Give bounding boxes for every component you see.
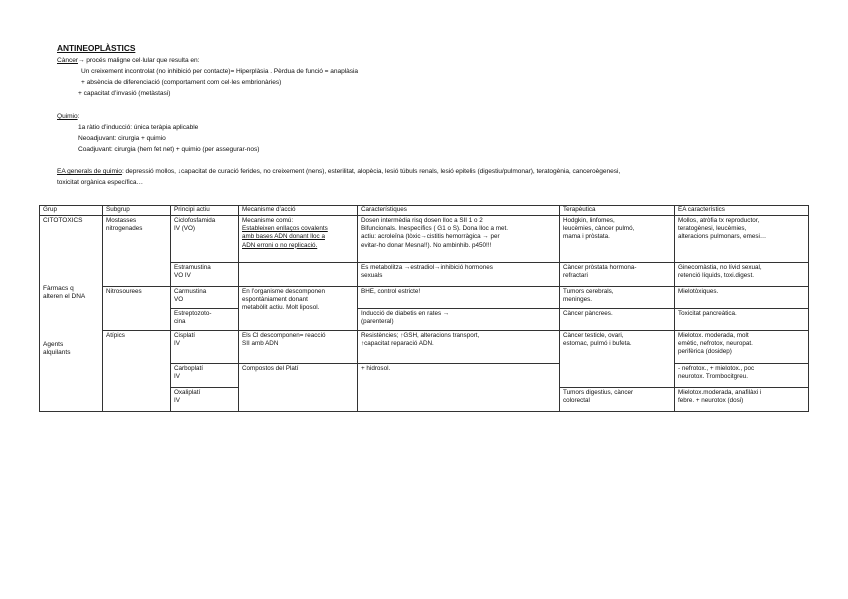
text-line: emètic, nefrotox, neuropat. <box>678 340 753 348</box>
cell-ea <box>675 309 809 331</box>
ea-generals-line-1 <box>57 168 620 176</box>
text-line: Ginecomàstia, no lívid sexual, <box>678 264 762 271</box>
quimio-colon: : <box>77 113 80 120</box>
text-line: Ciclofosfamida <box>174 217 216 224</box>
text-line: Càncer testicle, ovari, <box>563 332 624 339</box>
text-line: Cisplatí <box>174 332 195 339</box>
cell-mecanisme <box>239 287 358 331</box>
header-subgrup: Subgrup <box>103 206 171 216</box>
table-row <box>40 331 809 364</box>
cell-caracteristiques <box>358 287 560 309</box>
subgroup-mostasses-1: Mostasses <box>106 217 137 224</box>
cell-ea <box>675 364 809 388</box>
text-line: colorectal <box>563 397 590 405</box>
cell-mecanisme <box>239 263 358 287</box>
text-line: Carboplatí <box>174 365 204 372</box>
text-line: Oxaliplatí <box>174 389 201 396</box>
text-line: Estramustina <box>174 264 211 271</box>
group-label-farmacs-1: Fàrmacs q <box>43 285 74 292</box>
text-line: ↑capacitat reparació ADN. <box>361 340 434 348</box>
text-line: IV (VO) <box>174 225 195 233</box>
group-label-farmacs-2: alteren el DNA <box>43 293 86 301</box>
text-line: IV <box>174 397 180 405</box>
cancer-line-3: + capacitat d’invasió (metàstasi) <box>78 90 171 97</box>
text-line: Inducció de diabetis en rates → <box>361 310 450 317</box>
quimio-line-3: Coadjuvant: cirurgia (hem fet net) + quimio (per assegurar-nos) <box>78 146 260 153</box>
text-line: perifèrica (dosidep) <box>678 348 732 356</box>
text-line: teratogènesi, leucèmies, <box>678 225 747 233</box>
text-line: En l’organisme descomponen <box>242 288 325 295</box>
text-line: (parenteral) <box>361 318 394 326</box>
text-line: Mielotòxiques. <box>678 288 719 295</box>
text-line: + hidrosol. <box>361 365 391 372</box>
ea-generals-line-2: toxicitat orgànica específica… <box>57 179 144 186</box>
cell-terapeutica <box>560 309 675 331</box>
cell-caracteristiques <box>358 331 560 364</box>
cell-principi <box>171 216 239 263</box>
text-line: amb bases ADN donant lloc a <box>242 233 325 241</box>
text-line: Carmustina <box>174 288 207 295</box>
page-title: ANTINEOPLÀSTICS <box>57 43 136 53</box>
cell-caracteristiques <box>358 216 560 263</box>
text-line: meninges. <box>563 296 593 304</box>
ea-generals-term: EA generals de quimio <box>57 168 122 175</box>
cell-principi <box>171 309 239 331</box>
text-line: Mecanisme comú: <box>242 217 294 224</box>
text-line: - nefrotox., + mielotox., poc <box>678 365 755 372</box>
text-line: Mollos, atròfia tx reproductor, <box>678 217 760 224</box>
text-line: Mielotox. moderada, molt <box>678 332 749 339</box>
cell-terapeutica <box>560 388 675 412</box>
cell-principi <box>171 388 239 412</box>
text-line: VO <box>174 296 184 304</box>
drug-table <box>39 205 809 412</box>
header-principi: Principi actiu <box>171 206 239 216</box>
cell-ea <box>675 287 809 309</box>
text-line: evitar-ho donar Mesna!!). No ambinhib. p450!!! <box>361 241 492 249</box>
text-line: Bifuncionals. Inespecífics ( G1 o S). Dona lloc a met. <box>361 225 508 233</box>
quimio-line-1: 1a ràtio d’inducció: única teràpia aplicable <box>78 124 199 131</box>
header-grup: Grup <box>40 206 103 216</box>
text-line: SII amb ADN <box>242 340 279 348</box>
text-line: retenció líquids, toxi.digest. <box>678 272 754 280</box>
text-line: BHE, control estricte! <box>361 288 421 295</box>
text-line: espontàniament donant <box>242 296 308 304</box>
text-line: Dosen intermèdia risq dosen lloc a SII 1 o 2 <box>361 217 483 224</box>
cell-terapeutica <box>560 287 675 309</box>
cell-terapeutica <box>560 216 675 263</box>
text-line: Tumors digestius, càncer <box>563 389 634 396</box>
cell-terapeutica <box>560 263 675 287</box>
cell-caracteristiques <box>358 364 560 412</box>
cell-ea <box>675 216 809 263</box>
cell-ea <box>675 263 809 287</box>
cancer-term: Càncer <box>57 57 78 64</box>
text-line: IV <box>174 373 180 381</box>
text-line: Mielotox.moderada, anafilàxi i <box>678 389 762 396</box>
group-cell <box>40 216 103 412</box>
text-line: febre. + neurotox (dosi) <box>678 397 744 405</box>
text-line: alteracions pulmonars, emesi… <box>678 233 767 241</box>
text-line: estomac, pulmó i bufeta. <box>563 340 632 348</box>
text-line: Hodgkin, linfomes, <box>563 217 615 224</box>
table-row <box>40 216 809 263</box>
table-row <box>40 287 809 309</box>
subgroup-mostasses-2: nitrogenades <box>106 225 143 233</box>
quimio-heading <box>57 113 79 121</box>
text-line: Tumors cerebrals, <box>563 288 614 295</box>
text-line: sexuals <box>361 272 383 280</box>
cancer-line-1: Un creixement incontrolat (no inhibició per contacte)= Hiperplàsia . Pèrdua de funció = anaplàsia <box>81 68 359 75</box>
cell-principi <box>171 364 239 388</box>
cancer-line-2: + absència de diferenciació (comportament com cel·les embrionàries) <box>81 79 282 86</box>
cell-mecanisme <box>239 216 358 263</box>
text-line: IV <box>174 340 180 348</box>
text-line: Càncer pròstata hormona- <box>563 264 637 271</box>
quimio-term: Quimio <box>57 113 78 120</box>
quimio-line-2: Neoadjuvant: cirurgia + quimio <box>78 135 166 142</box>
text-line: Els Cl descomponen= reacció <box>242 332 326 339</box>
header-ea: EA característics <box>675 206 809 216</box>
text-line: Càncer pàncrees. <box>563 310 613 317</box>
text-line: Estableixen enllaços covalents <box>242 225 328 233</box>
text-line: Es metabolitza →estradiol→inhibició hormones <box>361 264 493 271</box>
text-line: mama i pròstata. <box>563 233 610 241</box>
text-line: refractari <box>563 272 588 280</box>
text-line: Toxicitat pancreàtica. <box>678 310 737 317</box>
cell-caracteristiques <box>358 263 560 287</box>
cell-principi <box>171 263 239 287</box>
text-line: neurotox. Trombocitgreu. <box>678 373 749 381</box>
text-line: Estreptozoto- <box>174 310 212 317</box>
text-line: Resistències; ↑GSH, alteracions transport, <box>361 332 480 339</box>
cell-mecanisme <box>239 331 358 364</box>
text-line: VO IV <box>174 272 191 280</box>
header-caracteristiques: Característiques <box>358 206 560 216</box>
cell-ea <box>675 388 809 412</box>
subgroup-atipics: Atípics <box>103 331 171 412</box>
group-label-agents <box>43 341 70 358</box>
text-line: metabòlit actiu. Molt liposol. <box>242 304 320 312</box>
cell-ea <box>675 331 809 364</box>
text-line: Compostos del Platí <box>242 365 299 372</box>
group-label-farmacs <box>43 285 85 302</box>
group-label-agents-2: alquilants <box>43 349 71 357</box>
text-line: leucèmies, càncer pulmó, <box>563 225 635 233</box>
subgroup-nitrosourees: Nitrosourees <box>103 287 171 331</box>
cell-principi <box>171 287 239 309</box>
group-label-cito: CITOTOXICS <box>43 217 83 224</box>
header-mecanisme: Mecanisme d’acció <box>239 206 358 216</box>
text-line: actiu: acroleïna (tòxic→cistitis hemorràgica → per <box>361 233 500 241</box>
group-label-agents-1: Agents <box>43 341 64 348</box>
table-header-row <box>40 206 809 216</box>
text-line: cina <box>174 318 186 326</box>
subgroup-mostasses <box>103 216 171 287</box>
cell-caracteristiques <box>358 309 560 331</box>
cell-terapeutica <box>560 331 675 388</box>
cancer-definition-text: → procés maligne cel·lular que resulta en: <box>77 57 200 64</box>
cell-principi <box>171 331 239 364</box>
header-terapeutica: Terapèutica <box>560 206 675 216</box>
cancer-definition <box>57 57 199 65</box>
text-line: ADN erroni o no replicació. <box>242 241 318 249</box>
ea-generals-text: : depressió mollos, ↓capacitat de curació ferides, no creixement (nens), esterilitat, alopècia, lesió túbuls renals, lesió epitelis (digestiu/pulmonar), teratogènia, canceroègenesi, <box>121 168 621 175</box>
cell-mecanisme <box>239 364 358 412</box>
